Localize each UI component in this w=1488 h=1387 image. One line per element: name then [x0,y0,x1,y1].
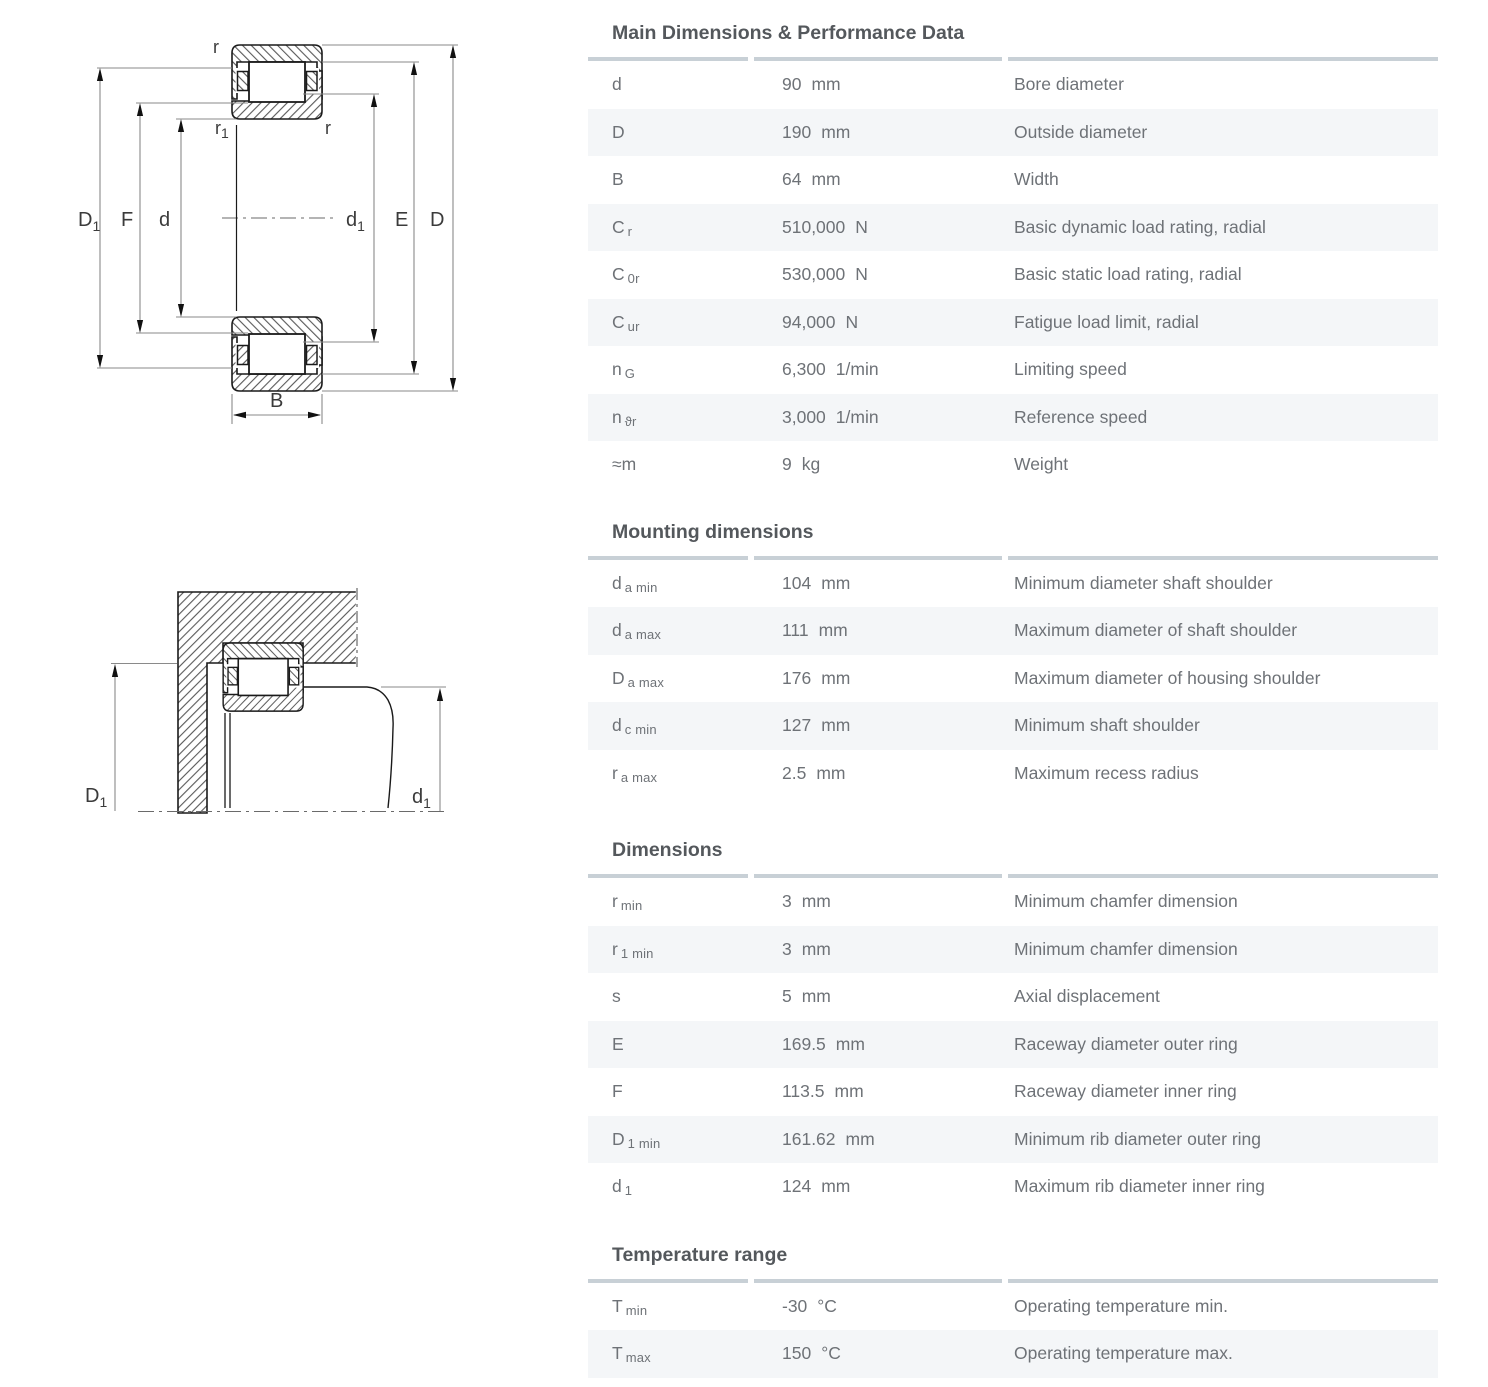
value-cell: 3,000 1/min [782,406,879,427]
value-cell: 6,300 1/min [782,359,879,380]
dim-label-r-right: r [325,118,331,138]
table-row [588,1283,1438,1331]
dim-label-d1: $d_1$ [346,209,365,234]
section-temperature-range [588,1242,1438,1378]
description-cell: Bore diameter [1014,74,1124,95]
table-row [588,441,1438,489]
description-cell: Fatigue load limit, radial [1014,311,1199,332]
symbol-cell: n ϑr [612,406,637,429]
section-title: Mounting dimensions [612,520,814,543]
table-body [588,878,1438,1211]
dim-label-r-top: r [213,37,219,57]
value-cell: 161.62 mm [782,1128,875,1149]
description-cell: Minimum chamfer dimension [1014,891,1238,912]
value-cell: 64 mm [782,169,841,190]
mounting-view-drawing [85,588,446,813]
description-cell: Limiting speed [1014,359,1127,380]
technical-drawings [0,0,540,1387]
dim-label-d1-mounting: $d_1$ [412,786,431,811]
table-row [588,346,1438,394]
dim-label-B: B [270,390,284,412]
description-cell: Minimum rib diameter outer ring [1014,1128,1262,1149]
value-cell: -30 °C [782,1295,837,1316]
description-cell: Basic static load rating, radial [1014,264,1242,285]
table-row [588,156,1438,204]
dim-label-E: E [395,209,409,231]
table-row [588,878,1438,926]
section-main-dimensions [588,20,1438,489]
description-cell: Minimum chamfer dimension [1014,938,1238,959]
description-cell: Maximum recess radius [1014,762,1199,783]
symbol-cell: d c min [612,715,657,738]
symbol-cell: d 1 [612,1176,633,1199]
symbol-cell: C ur [612,311,640,334]
symbol-cell: E [612,1033,624,1054]
table-row [588,204,1438,252]
symbol-cell: d a min [612,572,658,595]
value-cell: 530,000 N [782,264,868,285]
value-cell: 111 mm [782,620,848,641]
description-cell: Operating temperature min. [1014,1295,1228,1316]
section-mounting-dimensions [588,519,1438,798]
dim-label-D1-mounting: $D_1$ [85,785,108,810]
value-cell: 124 mm [782,1176,851,1197]
table-row [588,655,1438,703]
symbol-cell: C 0r [612,264,640,287]
description-cell: Axial displacement [1014,986,1160,1007]
description-cell: Maximum diameter of shaft shoulder [1014,620,1298,641]
description-cell: Outside diameter [1014,121,1148,142]
value-cell: 113.5 mm [782,1081,864,1102]
symbol-cell: D a max [612,667,665,690]
value-cell: 190 mm [782,121,851,142]
table-row [588,926,1438,974]
symbol-cell: D 1 min [612,1128,661,1151]
value-cell: 2.5 mm [782,762,846,783]
table-body [588,560,1438,798]
symbol-cell: T max [612,1343,651,1366]
symbol-cell: r 1 min [612,938,654,961]
dim-label-F: F [121,209,134,231]
symbol-cell: F [612,1081,623,1102]
description-cell: Minimum diameter shaft shoulder [1014,572,1273,593]
value-cell: 176 mm [782,667,851,688]
table-row [588,750,1438,798]
description-cell: Weight [1014,454,1069,475]
table-body [588,1283,1438,1378]
value-cell: 127 mm [782,715,851,736]
table-row [588,1068,1438,1116]
table-row [588,1163,1438,1211]
table-row [588,973,1438,1021]
description-cell: Maximum diameter of housing shoulder [1014,667,1321,688]
spec-tables [588,0,1438,1378]
table-row [588,607,1438,655]
symbol-cell: s [612,986,621,1007]
table-body [588,61,1438,489]
description-cell: Minimum shaft shoulder [1014,715,1200,736]
value-cell: 150 °C [782,1343,841,1364]
symbol-cell: ≈m [612,454,637,475]
value-cell: 510,000 N [782,216,868,237]
symbol-cell: T min [612,1295,648,1318]
symbol-cell: C r [612,216,633,239]
section-title: Temperature range [612,1243,788,1266]
description-cell: Reference speed [1014,406,1148,427]
section-view-drawing [78,37,458,424]
table-row [588,251,1438,299]
symbol-cell: d a max [612,620,662,643]
symbol-cell: B [612,169,624,190]
value-cell: 104 mm [782,572,851,593]
dim-label-D: D [430,209,445,231]
table-row [588,299,1438,347]
value-cell: 5 mm [782,986,831,1007]
table-row [588,702,1438,750]
symbol-cell: r a max [612,762,658,785]
description-cell: Raceway diameter inner ring [1014,1081,1237,1102]
value-cell: 94,000 N [782,311,859,332]
section-title: Main Dimensions & Performance Data [612,22,965,44]
value-cell: 169.5 mm [782,1033,865,1054]
table-row [588,560,1438,608]
mounted-bearing-section [223,643,303,711]
table-row [588,394,1438,442]
table-row [588,109,1438,157]
table-row [588,1330,1438,1378]
symbol-cell: r min [612,891,643,914]
dim-label-d: d [159,209,171,231]
description-cell: Maximum rib diameter inner ring [1014,1176,1265,1197]
description-cell: Basic dynamic load rating, radial [1014,216,1266,237]
symbol-cell: d [612,74,622,95]
description-cell: Operating temperature max. [1014,1343,1233,1364]
table-row [588,61,1438,109]
dim-label-D1: $D_1$ [78,209,101,234]
symbol-cell: D [612,121,625,142]
dim-label-r1: $r_1$ [215,118,229,141]
section-dimensions [588,837,1438,1211]
value-cell: 3 mm [782,938,831,959]
symbol-cell: n G [612,359,636,382]
value-cell: 9 kg [782,454,821,475]
table-row [588,1116,1438,1164]
value-cell: 3 mm [782,891,831,912]
value-cell: 90 mm [782,74,841,95]
table-row [588,1021,1438,1069]
section-title: Dimensions [612,839,723,861]
description-cell: Width [1014,169,1059,190]
description-cell: Raceway diameter outer ring [1014,1033,1238,1054]
